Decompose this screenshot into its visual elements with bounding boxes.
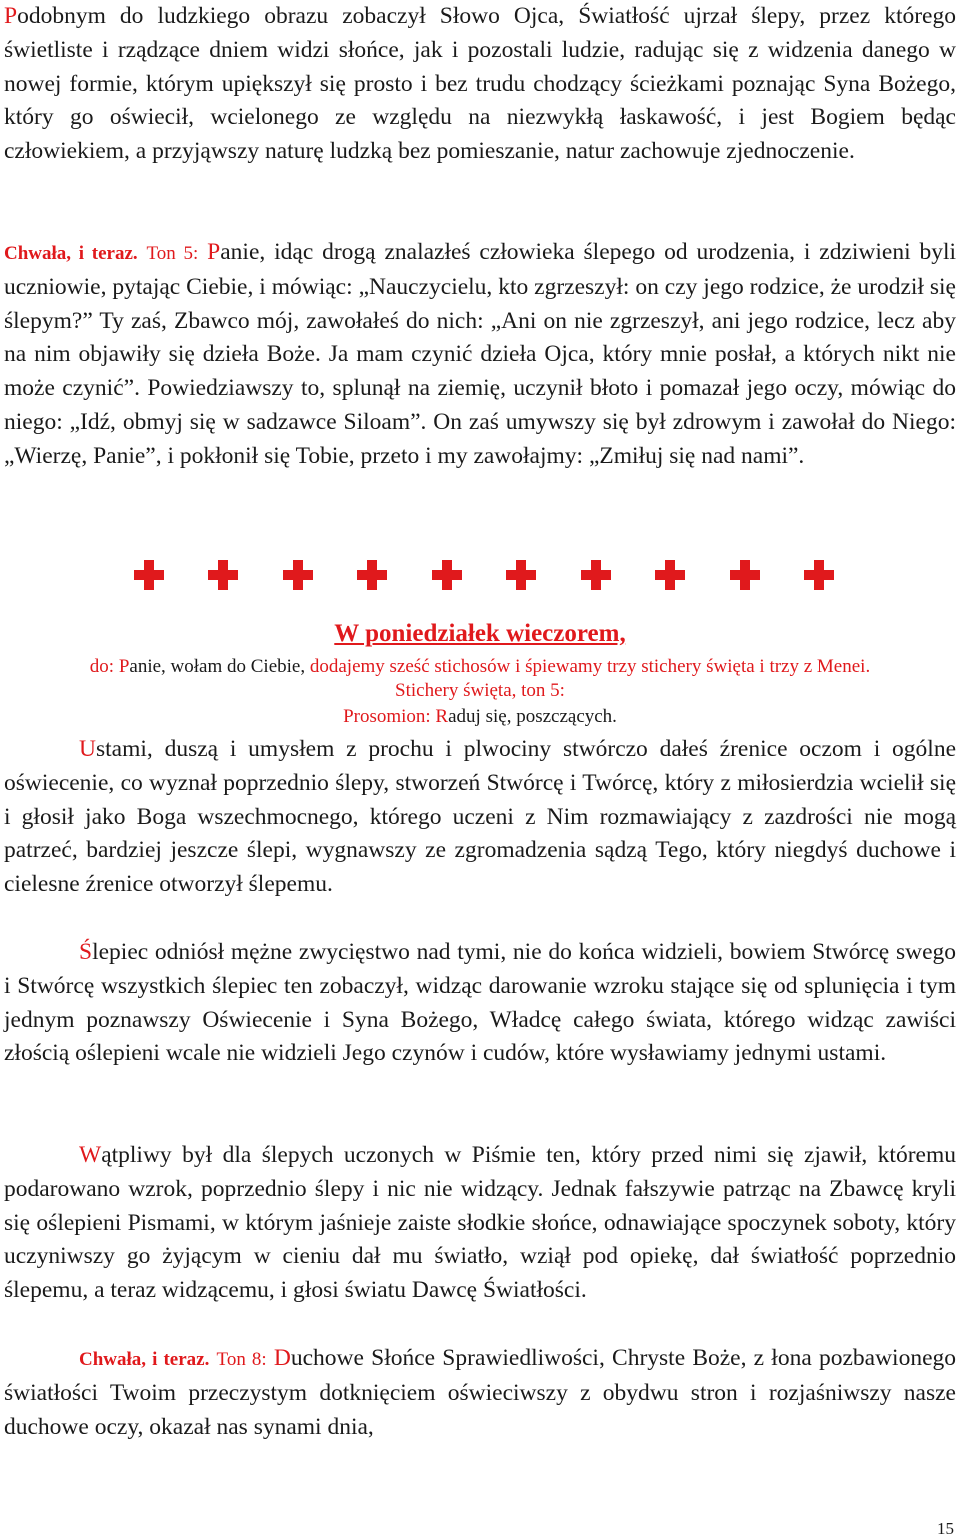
paragraph-2 — [4, 236, 956, 474]
paragraph-text: ątpliwy był dla ślepych uczonych w Piśmie ten, który przed nimi się zjawił, któremu podarowano wzrok, poprzednio ślepy i nic nie widzący. Jednak fałszywie patrząc na Zbawcę kryli się oślepieni Pismami, w którym jaśnieje zaiste słodkie słońce, odnawiające spoczynek soboty, który uczyniwszy go żyjącym w cieniu dał mu światło, wziął pod opiekę, dał światłość poprzednio ślepemu, a teraz widzącemu, i głosi światu Dawcę Światłości. — [4, 1142, 956, 1304]
tone-label: Ton 8: — [216, 1349, 267, 1370]
cross-icon — [208, 560, 238, 590]
doxology-label: Chwała, i teraz. — [4, 243, 138, 264]
paragraph-text: lepiec odniósł mężne zwycięstwo nad tymi, nie do końca widzieli, bowiem Stwórcę swego i Stwórcę wszystkich ślepiec ten zobaczył, widząc darowanie wzroku stające się od splunięcia i tym jednym poznawszy Oświecenie i Syna Bożego, Władcę całego świata, którego widząc zawiści złością oślepieni wcale nie widzieli Jego czynów i cudów, które wysławiamy jednymi ustami. — [4, 939, 956, 1067]
paragraph-3 — [4, 733, 956, 902]
rubric-line-1 — [4, 654, 956, 680]
initial-letter: P — [207, 239, 221, 265]
paragraph-text: uchowe Słońce Sprawiedliwości, Chryste Boże, z łona pozbawionego światłości Twoim przeczystym dotknięciem oświeciwszy z obydwu stron i rozjaśniwszy nasze duchowe oczy, okazał nas synami dnia, — [4, 1345, 957, 1440]
rubric-instruction: dodajemy sześć stichosów i śpiewamy trzy stichery święta i trzy z Menei. — [305, 656, 871, 677]
cross-icon — [283, 560, 313, 590]
initial-letter: D — [273, 1345, 291, 1371]
prosomion-text: aduj się, poszczących. — [448, 706, 617, 727]
paragraph-text: odobnym do ludzkiego obrazu zobaczył Słowo Ojca, Światłość ujrzał ślepy, przez którego świetliste i rządzące dniem widzi słońce, jak i pozostali ludzie, radując się z widzenia danego w nowej formie, którym upiększył się prosto i bez trudu chodzący ścieżkami poznając Syna Bożego, który go oświecił, wcielonego ze względu na niezwykłą łaskawość, i jest Bogiem będąc człowiekiem, a przyjąwszy naturę ludzką bez pomieszanie, natur zachowuje zjednoczenie. — [4, 3, 956, 165]
cross-icon — [134, 560, 164, 590]
section-heading: W poniedziałek wieczorem, — [334, 620, 626, 647]
rubric-initial: P — [118, 656, 130, 677]
cross-divider — [134, 560, 834, 598]
cross-icon — [730, 560, 760, 590]
rubric-line-2: Stichery święta, ton 5: — [395, 680, 565, 701]
cross-icon — [804, 560, 834, 590]
page-number: 15 — [937, 1519, 954, 1538]
initial-letter: U — [79, 736, 96, 762]
rubric-incipit: anie, wołam do Ciebie, — [129, 656, 306, 677]
paragraph-6 — [4, 1342, 956, 1444]
cross-icon — [581, 560, 611, 590]
paragraph-4 — [4, 936, 956, 1071]
rubric-do: do: — [89, 656, 119, 677]
paragraph-text: anie, idąc drogą znalazłeś człowieka ślepego od urodzenia, i zdziwieni byli uczniowie, pytając Ciebie, i mówiąc: „Nauczycielu, kto zgrzeszył: on czy jego rodzice, że urodził się ślepym?” Ty zaś, Zbawco mój, zawołałeś do nich: „Ani on nie zgrzeszył, ani jego rodzice, lecz aby na nim objawiły się dzieła Boże. Ja mam czynić dzieła Ojca, który mnie posłał, a których nikt nie może czynić”. Powiedziawszy to, splunął na ziemię, uczynił błoto i pomazał jego oczy, mówiąc do niego: „Idź, obmyj się w sadzawce Siloam”. On zaś umywszy się był zdrowym i zawołał do Niego: „Wierzę, Panie”, i pokłonił się Tobie, przeto i my zawołajmy: „Zmiłuj się nad nami”. — [4, 239, 957, 469]
doxology-label: Chwała, i teraz. — [79, 1349, 210, 1370]
rubric-line-3 — [4, 706, 956, 728]
paragraph-5 — [4, 1139, 956, 1308]
initial-letter: P — [4, 3, 18, 29]
initial-letter: Ś — [79, 939, 93, 965]
cross-icon — [655, 560, 685, 590]
cross-icon — [357, 560, 387, 590]
initial-letter: W — [79, 1142, 102, 1168]
prosomion-label: Prosomion: R — [343, 706, 449, 727]
tone-label: Ton 5: — [146, 243, 199, 264]
cross-icon — [432, 560, 462, 590]
cross-icon — [506, 560, 536, 590]
paragraph-text: stami, duszą i umysłem z prochu i plwociny stwórczo dałeś źrenice oczom i ogólne oświecenie, co wyznał poprzednio ślepy, stworzeń Stwórcę i Twórcę, który z miłosierdzia wcielił się i głosił jako Boga wszechmocnego, którego uczeni z Nim rozmawiający z zazdrości nie mogą patrzeć, bardziej jeszcze ślepi, wygnawszy ze zgromadzenia sądzą Tego, który niegdyś duchowe i cielesne źrenice otworzył ślepemu. — [4, 736, 956, 898]
paragraph-1 — [4, 0, 956, 169]
